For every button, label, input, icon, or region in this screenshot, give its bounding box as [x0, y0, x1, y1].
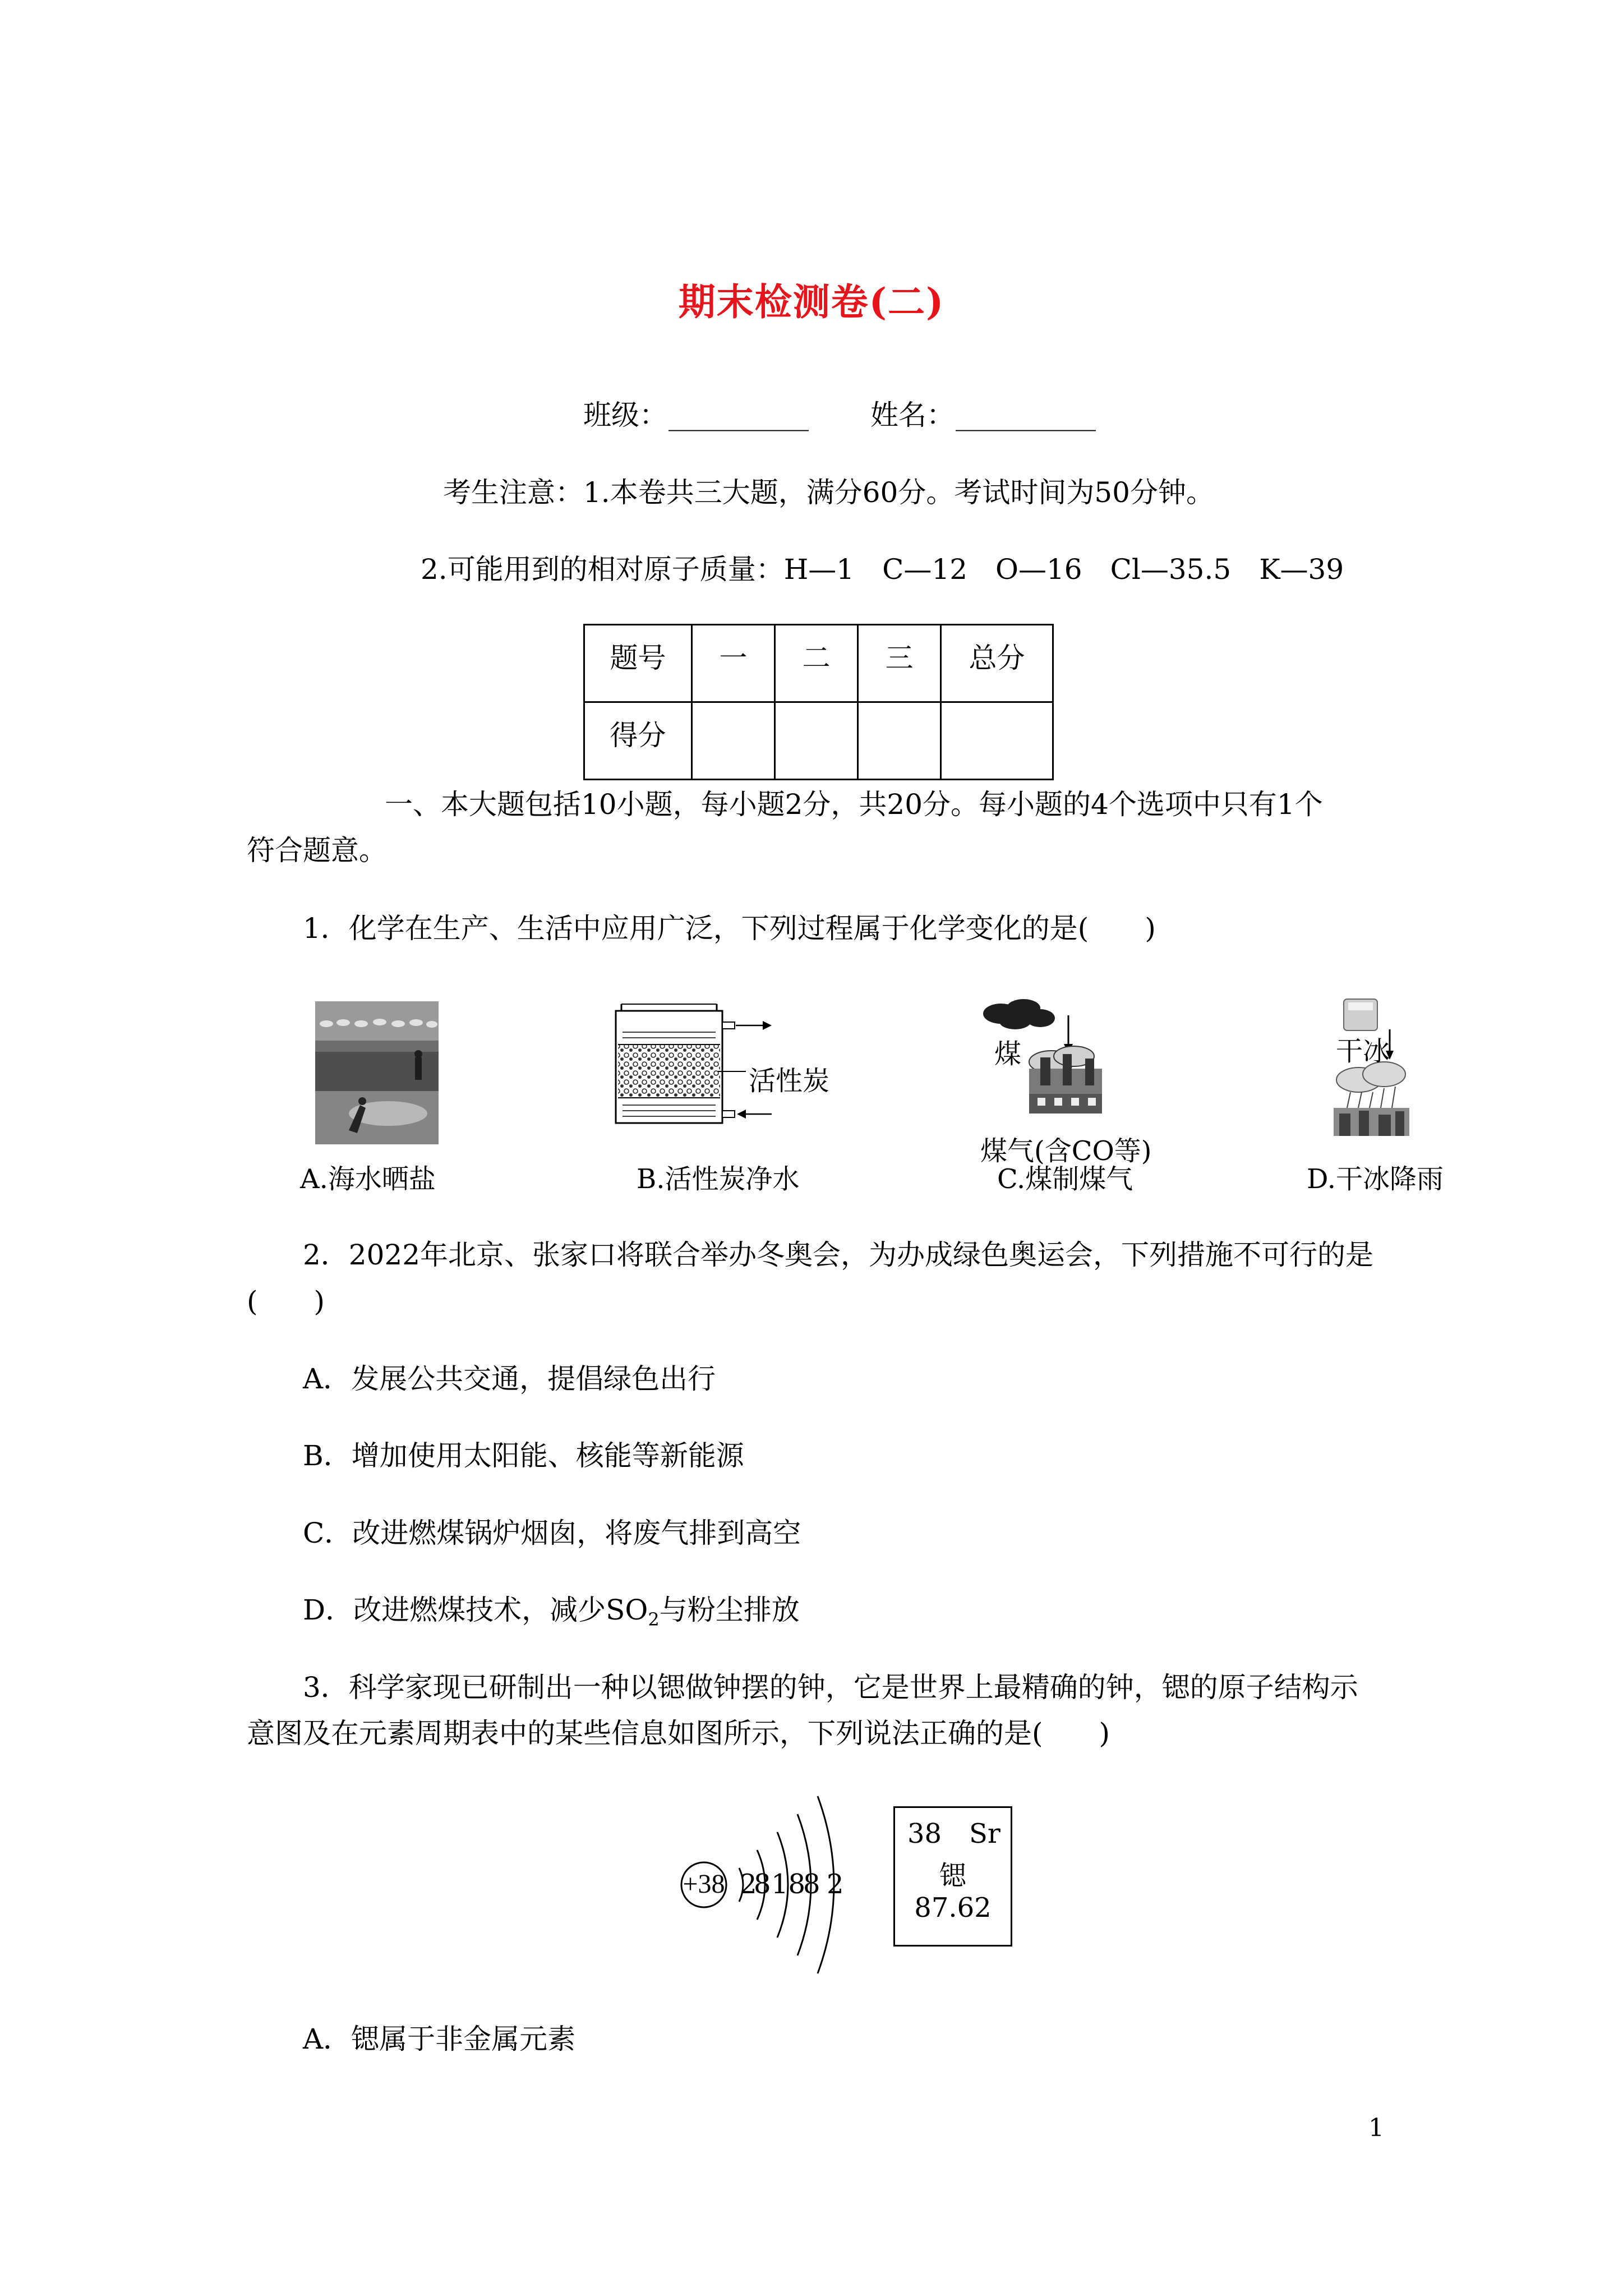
shell-2-electrons: 8	[754, 1869, 771, 1900]
score-row-label: 得分	[584, 702, 692, 780]
notice-line-2: 2.可能用到的相对原子质量：H—1 C—12 O—16 Cl—35.5 K—39	[421, 553, 1344, 586]
option-d-text-post: 与粉尘排放	[659, 1594, 800, 1626]
question-2-option-d	[303, 1593, 800, 1630]
activated-carbon-label: 活性炭	[749, 1065, 830, 1097]
nucleus-charge: +38	[683, 1869, 725, 1899]
option-d-subscript: 2	[648, 1609, 660, 1630]
question-3-stem-line-2: 意图及在元素周期表中的某些信息如图所示，下列说法正确的是( )	[247, 1717, 1110, 1750]
question-2-stem-line-1: 2．2022年北京、张家口将联合举办冬奥会，为办成绿色奥运会，下列措施不可行的是	[303, 1239, 1374, 1271]
question-3-stem-line-1: 3．科学家现已研制出一种以锶做钟摆的钟，它是世界上最精确的钟，锶的原子结构示	[303, 1671, 1358, 1704]
element-symbol: Sr	[969, 1818, 1000, 1849]
dry-ice-rain-diagram	[1328, 996, 1412, 1147]
score-header-cell: 二	[775, 625, 858, 702]
score-input-cell[interactable]	[941, 702, 1053, 780]
score-header-cell: 一	[692, 625, 775, 702]
option-a-caption: A.海水晒盐	[300, 1163, 436, 1195]
question-2-option-c: C．改进燃煤锅炉烟囱，将废气排到高空	[303, 1517, 801, 1549]
class-blank[interactable]: __________	[668, 399, 809, 431]
shell-1-electrons: 2	[740, 1869, 757, 1900]
dry-ice-label: 干冰	[1336, 1036, 1390, 1067]
question-2-option-a: A．发展公共交通，提倡绿色出行	[303, 1363, 716, 1395]
score-input-cell[interactable]	[858, 702, 941, 780]
shell-3-electrons: 18	[771, 1869, 806, 1900]
section-1-line-2: 符合题意。	[247, 834, 387, 867]
question-2-stem-line-2: ( )	[247, 1285, 325, 1318]
element-mass: 87.62	[914, 1892, 992, 1924]
notice-line-1: 考生注意：1.本卷共三大题，满分60分。考试时间为50分钟。	[443, 476, 1214, 509]
question-3-option-a: A．锶属于非金属元素	[303, 2023, 576, 2055]
score-table	[583, 624, 1054, 780]
question-1-stem: 1．化学在生产、生活中应用广泛，下列过程属于化学变化的是( )	[303, 912, 1156, 945]
periodic-table-cell	[893, 1806, 1012, 1947]
score-header-cell: 三	[858, 625, 941, 702]
coal-label: 煤	[994, 1038, 1022, 1070]
score-input-cell[interactable]	[692, 702, 775, 780]
sea-salt-photo	[315, 1001, 439, 1144]
coal-gas-label: 煤气(含CO等)	[980, 1135, 1152, 1167]
page-title: 期末检测卷(二)	[678, 280, 945, 324]
element-number: 38	[907, 1818, 942, 1849]
name-label: 姓名：	[870, 399, 955, 431]
question-2-option-b: B．增加使用太阳能、核能等新能源	[303, 1439, 744, 1472]
element-name: 锶	[939, 1860, 966, 1892]
class-label: 班级：	[583, 399, 667, 431]
option-d-text-pre: D．改进燃煤技术，减少SO	[303, 1594, 648, 1626]
option-c-caption: C.煤制煤气	[997, 1163, 1133, 1195]
option-d-caption: D.干冰降雨	[1307, 1163, 1444, 1195]
score-input-cell[interactable]	[775, 702, 858, 780]
section-1-line-1: 一、本大题包括10小题，每小题2分，共20分。每小题的4个选项中只有1个	[385, 788, 1323, 821]
score-header-cell: 题号	[584, 625, 692, 702]
name-blank[interactable]: __________	[956, 399, 1096, 431]
shell-5-electrons: 2	[827, 1869, 844, 1900]
option-b-caption: B.活性炭净水	[637, 1163, 800, 1195]
page-number: 1	[1368, 2114, 1384, 2142]
shell-4-electrons: 8	[803, 1869, 820, 1900]
score-header-cell: 总分	[941, 625, 1053, 702]
